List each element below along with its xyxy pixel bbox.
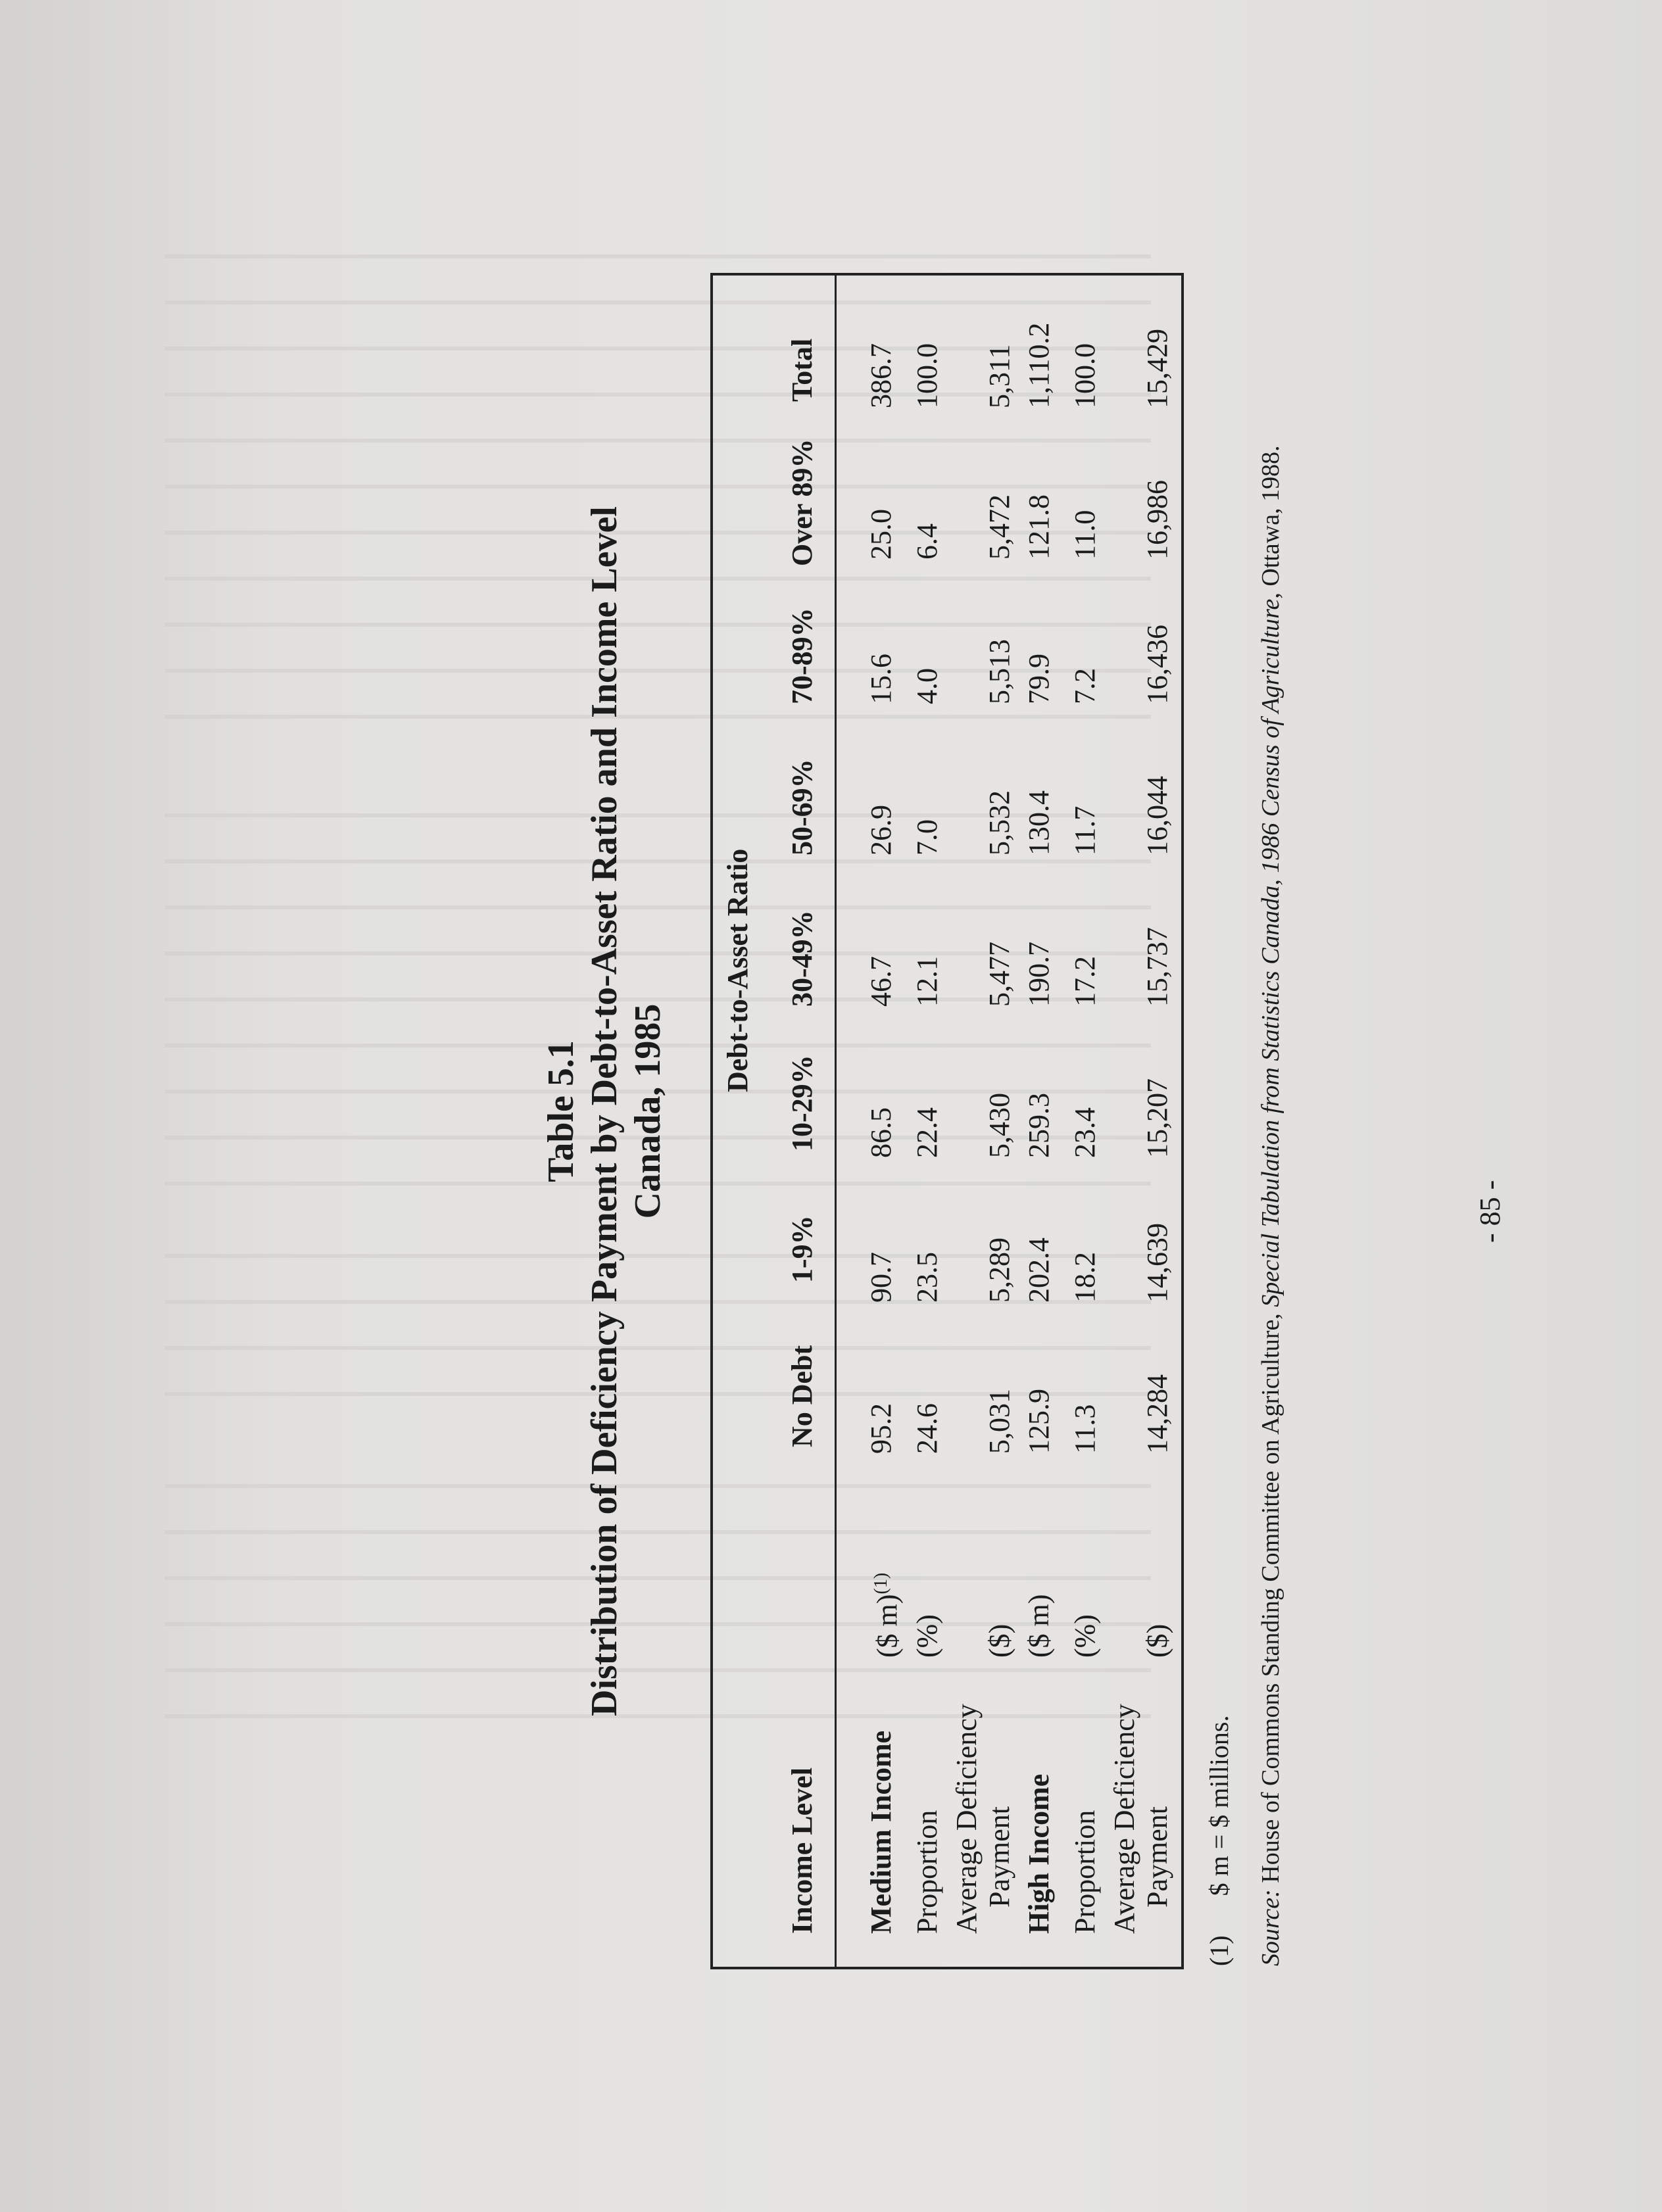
page-number: - 85 - <box>1474 1180 1506 1243</box>
row-label: Average Deficiency <box>1108 1704 1140 1934</box>
table-cell: 5,532 <box>983 790 1015 855</box>
table-cell: 5,430 <box>983 1093 1015 1158</box>
table-cell: 386.7 <box>865 343 897 408</box>
table-cell: 15,429 <box>1141 329 1173 408</box>
footnote <box>1204 1716 1234 1966</box>
table-cell: 79.9 <box>1023 654 1055 704</box>
row-label: Average Deficiency <box>950 1704 983 1934</box>
table-cell: 100.0 <box>1069 343 1101 408</box>
column-header: 70-89% <box>786 608 818 704</box>
row-unit: ($ m)$^{(1)}$ <box>871 1572 904 1658</box>
table-cell: 90.7 <box>865 1252 897 1303</box>
group-header: Debt-to-Asset Ratio <box>721 848 754 1092</box>
table-cell: 14,284 <box>1141 1374 1173 1454</box>
table-cell: 4.0 <box>911 668 943 704</box>
footnote-ref: (1) <box>871 1572 891 1595</box>
table-cell: 100.0 <box>911 343 943 408</box>
table-cell: 15,737 <box>1141 927 1173 1007</box>
table-cell: 5,477 <box>983 942 1015 1007</box>
row-label: Payment <box>1141 1806 1173 1908</box>
header-rule <box>835 276 837 1967</box>
row-label: Proportion <box>1069 1810 1101 1934</box>
table-cell: 12.1 <box>911 956 943 1007</box>
table-cell: 26.9 <box>865 805 897 855</box>
column-header: Total <box>786 338 818 402</box>
table-cell: 16,044 <box>1141 776 1173 855</box>
table-cell: 11.3 <box>1069 1404 1101 1454</box>
column-header: Over 89% <box>786 439 818 566</box>
row-label: Payment <box>983 1806 1015 1908</box>
table-cell: 15.6 <box>865 654 897 704</box>
table-cell: 18.2 <box>1069 1252 1101 1303</box>
table-cell: 5,031 <box>983 1389 1015 1454</box>
table-cell: 23.4 <box>1069 1107 1101 1158</box>
source-note <box>1256 445 1285 1966</box>
table-cell: 86.5 <box>865 1107 897 1158</box>
table-cell: 22.4 <box>911 1107 943 1158</box>
table-cell: 130.4 <box>1023 790 1055 855</box>
table-cell: 14,639 <box>1141 1223 1173 1303</box>
table-subtitle: Canada, 1985 <box>627 1003 668 1219</box>
column-header: 30-49% <box>786 910 818 1007</box>
table-cell: 25.0 <box>865 509 897 560</box>
table-cell: 202.4 <box>1023 1238 1055 1303</box>
row-unit: ($) <box>983 1623 1015 1658</box>
table-cell: 24.6 <box>911 1403 943 1454</box>
column-header: 1-9% <box>786 1215 818 1283</box>
table-cell: 5,311 <box>983 344 1015 408</box>
table-cell: 125.9 <box>1023 1389 1055 1454</box>
table-cell: 7.0 <box>911 819 943 855</box>
table-title-block <box>526 224 670 1999</box>
table-cell: 15,207 <box>1141 1078 1173 1158</box>
table-cell: 5,472 <box>983 494 1015 560</box>
row-header: Income Level <box>786 1767 818 1934</box>
table-cell: 16,986 <box>1141 480 1173 560</box>
table-cell: 5,513 <box>983 639 1015 704</box>
table-cell: 17.2 <box>1069 956 1101 1007</box>
data-table <box>710 273 1184 1969</box>
table-cell: 121.8 <box>1023 494 1055 560</box>
row-label: Medium Income <box>865 1730 897 1934</box>
table-cell: 23.5 <box>911 1252 943 1303</box>
table-cell: 11.7 <box>1069 805 1101 855</box>
table-cell: 95.2 <box>865 1403 897 1454</box>
source-end: , Ottawa, 1988. <box>1257 445 1284 599</box>
footnote-text: $ m = $ millions. <box>1204 1715 1234 1896</box>
column-header: No Debt <box>786 1345 818 1447</box>
source-publication: Special Tabulation from Statistics Canada, 1986 Census of Agriculture <box>1257 598 1284 1307</box>
row-label: Proportion <box>911 1810 943 1934</box>
table-title: Distribution of Deficiency Payment by Debt-to-Asset Ratio and Income Level <box>584 506 625 1716</box>
table-cell: 5,289 <box>983 1238 1015 1303</box>
table-cell: 11.0 <box>1069 510 1101 560</box>
table-cell: 7.2 <box>1069 668 1101 704</box>
table-cell: 1,110.2 <box>1023 322 1055 408</box>
column-header: 10-29% <box>786 1055 818 1151</box>
table-cell: 259.3 <box>1023 1093 1055 1158</box>
source-label: Source: <box>1257 1889 1284 1966</box>
table-number: Table 5.1 <box>541 1040 581 1182</box>
source-text: House of Commons Standing Committee on Agriculture, <box>1257 1307 1284 1883</box>
row-unit: ($) <box>1141 1623 1173 1658</box>
row-unit: ($ m) <box>1023 1594 1055 1658</box>
row-unit: (%) <box>911 1614 943 1658</box>
table-cell: 190.7 <box>1023 942 1055 1007</box>
column-header: 50-69% <box>786 759 818 855</box>
row-label: High Income <box>1023 1773 1055 1934</box>
table-cell: 16,436 <box>1141 625 1173 704</box>
row-unit: (%) <box>1069 1614 1101 1658</box>
table-cell: 6.4 <box>911 523 943 560</box>
table-cell: 46.7 <box>865 956 897 1007</box>
footnote-marker: (1) <box>1204 1935 1234 1966</box>
rotated-table-page <box>526 224 1578 1999</box>
